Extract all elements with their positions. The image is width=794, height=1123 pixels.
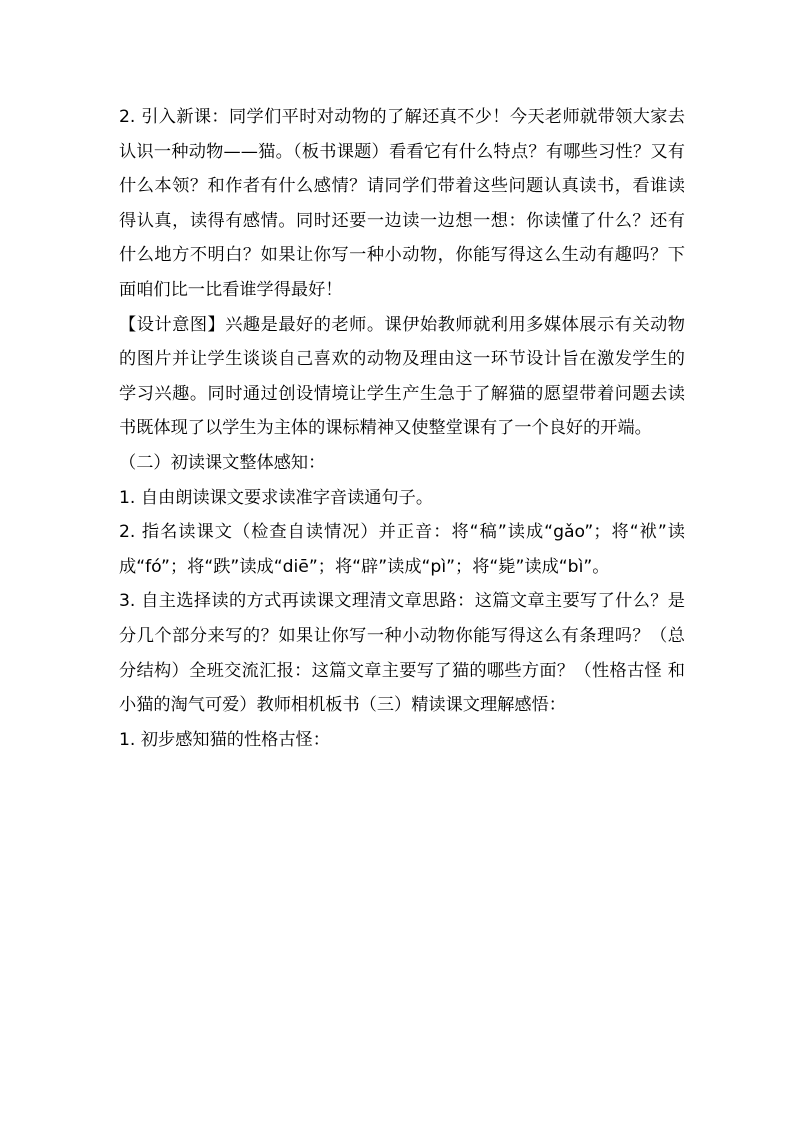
document-body bbox=[119, 100, 685, 757]
paragraph-introduce-lesson: 2. 引入新课：同学们平时对动物的了解还真不少！今天老师就带领大家去认识一种动物——猫。（板书课题）看看它有什么特点？有哪些习性？又有什么本领？和作者有什么感情？请同学们带着这些问题认真读书，看谁读得认真，读得有感情。同时还要一边读一边想一想：你读懂了什么？还有什么地方不明白？如果让你写一种小动物，你能写得这么生动有趣吗？下面咱们比一比看谁学得最好！ bbox=[119, 107, 685, 300]
section-heading-first-reading: （二）初读课文整体感知： bbox=[119, 452, 326, 473]
paragraph-self-reading: 3. 自主选择读的方式再读课文理清文章思路：这篇文章主要写了什么？是分几个部分来写的？如果让你写一种小动物你能写得这么有条理吗？（总分结构）全班交流汇报：这篇文章主要写了猫的哪些方面？（性格古怪 和 小猫的淘气可爱）教师相机板书（三）精读课文理解感悟： bbox=[119, 591, 685, 716]
paragraph-pronunciation: 2. 指名读课文（检查自读情况）并正音：将“稿”读成“gǎo”；将“袱”读成“fó”；将“跌”读成“diē”；将“辟”读成“pì”；将“毙”读成“bì”。 bbox=[119, 522, 685, 577]
paragraph-design-intent: 【设计意图】兴趣是最好的老师。课伊始教师就利用多媒体展示有关动物的图片并让学生谈谈自己喜欢的动物及理由这一环节设计旨在激发学生的学习兴趣。同时通过创设情境让学生产生急于了解猫的愿望带着问题去读书既体现了以学生为主体的课标精神又使整堂课有了一个良好的开端。 bbox=[119, 314, 685, 439]
paragraph-cat-character: 1. 初步感知猫的性格古怪： bbox=[119, 729, 330, 750]
paragraph-free-reading: 1. 自由朗读课文要求读准字音读通句子。 bbox=[119, 487, 434, 508]
